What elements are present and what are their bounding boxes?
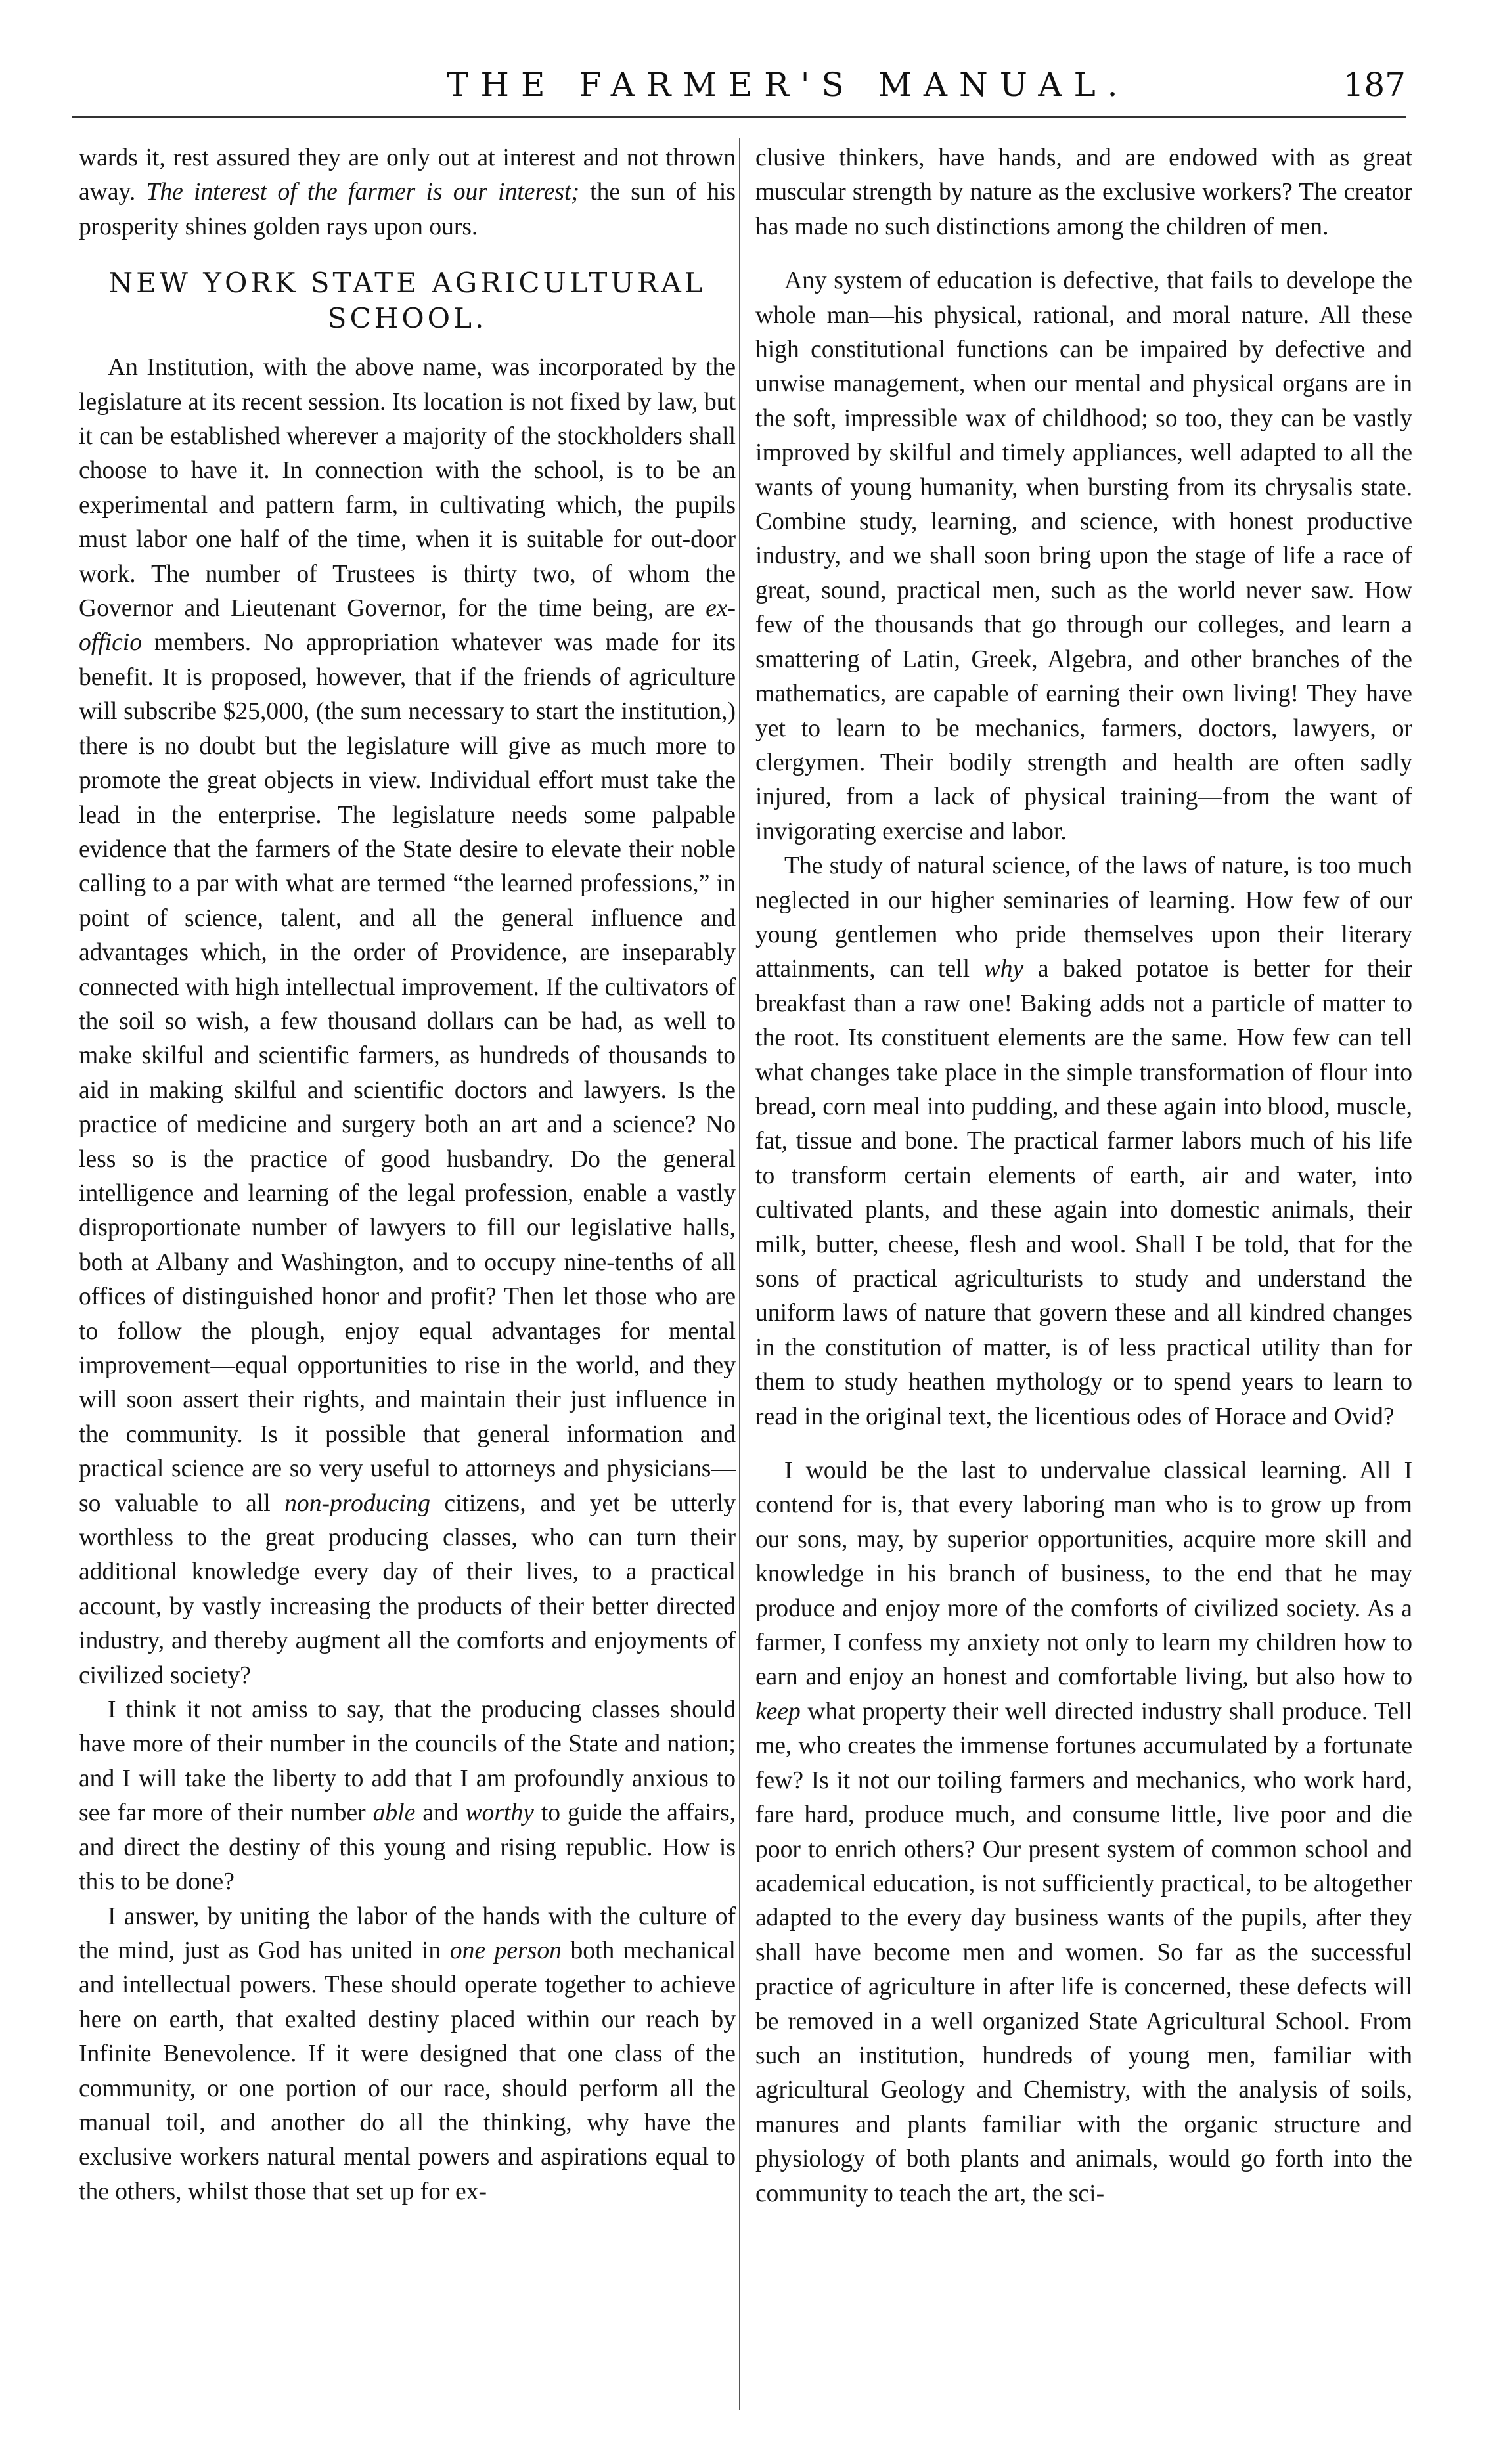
text-run: a baked potatoe is better for their breakfast than a raw one! Baking adds not a particle of matter to the root. Its constituent elements are the same. How few can tell what changes take place in the simple transformation of flour into bread, corn meal into pudding, and these again into blood, muscle, fat, tissue and bone. The practical farmer labors much of his life to transform certain elements of earth, air and water, into cultivated plants, and these again into domestic animals, their milk, butter, cheese, flesh and wool. Shall I be told, that for the sons of practical agriculturists to study and understand the uniform laws of nature that govern these and all kindred changes in the constitution of matter, is of less practical utility than for them to study heathen mythology or to spend years to learn to read in the original text, the licentious odes of Horace and Ovid?	[755, 956, 1412, 1430]
article-paragraph	[79, 351, 736, 1693]
text-run: I think it not amiss to say, that the producing classes should have more of their number in the councils of the State and nation; and I will take the liberty to add that I am profoundly anxious to see far more of their number	[79, 1696, 736, 1827]
text-run: wards it, rest assured they are only out at interest and not thrown away.	[79, 144, 736, 206]
intro-paragraph	[79, 141, 736, 244]
article-paragraph	[755, 1454, 1412, 2211]
italic-run: keep	[755, 1698, 801, 1725]
right-column	[755, 141, 1412, 2211]
text-run: An Institution, with the above name, was incorporated by the legislature at its recent session. Its location is not fixed by law, but it can be established wherever a majority of the stockholders shall choose to have it. In connection with the school, is to be an experimental and pattern farm, in cultivating which, the pupils must labor one half of the time, when it is suitable for out-door work. The number of Trustees is thirty two, of whom the Governor and Lieutenant Governor, for the time being, are	[79, 354, 736, 623]
column-rule	[739, 138, 740, 2410]
text-run: members. No appropriation whatever was made for its benefit. It is proposed, however, that if the friends of agriculture will subscribe $25,000, (the sum necessary to start the institution,) there is no doubt but the legislature will give as much more to promote the great objects in view. Individual effort must take the lead in the enterprise. The legislature needs some palpable evidence that the farmers of the State desire to elevate their noble calling to a par with what are termed “the learned professions,” in point of science, talent, and all the general influence and advantages which, in the order of Providence, are inseparably connected with high intellectual improvement. If the cultivators of the soil so wish, a few thousand dollars can be had, as well to make skilful and scientific farmers, as hundreds of thousands to aid in making skilful and scientific doctors and lawyers. Is the practice of medicine and surgery both an art and a science? No less so is the practice of good husbandry. Do the general intelligence and learning of the legal profession, enable a vastly disproportionate number of lawyers to fill our legislative halls, both at Albany and Washington, and to occupy nine-tenths of all offices of distinguished honor and profit? Then let those who are to follow the plough, enjoy equal advantages for mental improvement—equal opportunities to rise in the world, and they will soon assert their rights, and maintain their just influence in the community. Is it possible that general information and practical science are so very useful to attorneys and physicians—so valuable to all	[79, 629, 736, 1517]
italic-run: why	[983, 956, 1024, 983]
text-run: The study of natural science, of the laws of nature, is too much neglected in our higher seminaries of learning. How few of our young gentlemen who pride themselves upon their literary attainments, can tell	[755, 852, 1412, 983]
article-paragraph	[79, 1900, 736, 2210]
text-run: citizens, and yet be utterly worthless to the great producing classes, who can turn their additional knowledge every day of their lives, to a practical account, by vastly increasing the products of their better directed industry, and thereby augment all the comforts and enjoyments of civilized society?	[79, 1489, 736, 1689]
text-run: I would be the last to undervalue classical learning. All I contend for is, that every laboring man who is to grow up from our sons, may, by superior opportunities, acquire more skill and knowledge in his branch of business, to the end that he may produce and enjoy more of the comforts of civilized society. As a farmer, I confess my anxiety not only to learn my children how to earn and enjoy an honest and comfortable living, but also how to	[755, 1457, 1412, 1691]
text-run: the sun of his prosperity shines golden rays upon ours.	[79, 179, 736, 240]
italic-run: worthy	[465, 1799, 534, 1827]
article-paragraph	[79, 1693, 736, 1899]
running-title: THE FARMER'S MANUAL.	[447, 66, 1130, 104]
text-run: both mechanical and intellectual powers. These should operate together to achieve here on earth, that exalted destiny placed within our reach by Infinite Benevolence. If it were designed that one class of the community, or one portion of our race, should perform all the manual toil, and another do all the thinking, why have the exclusive workers natural mental powers and aspirations equal to the others, whilst those that set up for ex-	[79, 1937, 736, 2205]
continued-paragraph: clusive thinkers, have hands, and are endowed with as great muscular strength by nature as the exclusive workers? The creator has made no such distinctions among the children of men.	[755, 144, 1412, 240]
page-number: 187	[1343, 66, 1406, 104]
article-paragraph	[755, 849, 1412, 1434]
section-heading: NEW YORK STATE AGRICULTURAL SCHOOL.	[108, 267, 706, 335]
italic-run: non-producing	[284, 1489, 431, 1517]
page-header	[79, 66, 1406, 118]
italic-run: one person	[449, 1937, 562, 1964]
text-run: and	[415, 1799, 466, 1827]
italic-run: able	[372, 1799, 416, 1827]
left-column	[79, 141, 736, 2209]
header-rule	[72, 116, 1406, 118]
article-paragraph: Any system of education is defective, that fails to develope the whole man—his physical, rational, and moral nature. All these high constitutional functions can be impaired by defective and unwise management, when our mental and physical organs are in the soft, impressible wax of childhood; so too, they can be vastly improved by skilful and timely appliances, well adapted to all the wants of young humanity, when bursting from its chrysalis state. Combine study, learning, and science, with honest productive industry, and we shall soon bring upon the stage of life a race of great, sound, practical men, such as the world never saw. How few of the thousands that go through our colleges, and learn a smattering of Latin, Greek, Algebra, and other branches of the mathematics, are capable of earning their own living! They have yet to learn to be mechanics, farmers, doctors, lawyers, or clergymen. Their bodily strength and health are often sadly injured, from a lack of physical training—from the want of invigorating exercise and labor.	[755, 267, 1412, 845]
italic-run: The interest of the farmer is our interest;	[146, 179, 579, 206]
italic-run: ex-officio	[79, 595, 736, 657]
text-run: what property their well directed industry shall produce. Tell me, who creates the immense fortunes accumulated by a fortunate few? Is it not our toiling farmers and mechanics, who work hard, fare hard, produce much, and consume little, live poor and die poor to enrich others? Our present system of common school and academical education, is not sufficiently practical, to be altogether adapted to the every day business wants of the pupils, after they shall have become men and women. So far as the successful practice of agriculture in after life is concerned, these defects will be removed in a well organized State Agricultural School. From such an institution, hundreds of young men, familiar with agricultural Geology and Chemistry, with the analysis of soils, manures and plants familiar with the organic structure and physiology of both plants and animals, would go forth into the community to teach the art, the sci-	[755, 1698, 1412, 2207]
text-run: I answer, by uniting the labor of the hands with the culture of the mind, just as God has united in	[79, 1903, 736, 1964]
text-run: to guide the affairs, and direct the destiny of this young and rising republic. How is this to be done?	[79, 1799, 736, 1896]
